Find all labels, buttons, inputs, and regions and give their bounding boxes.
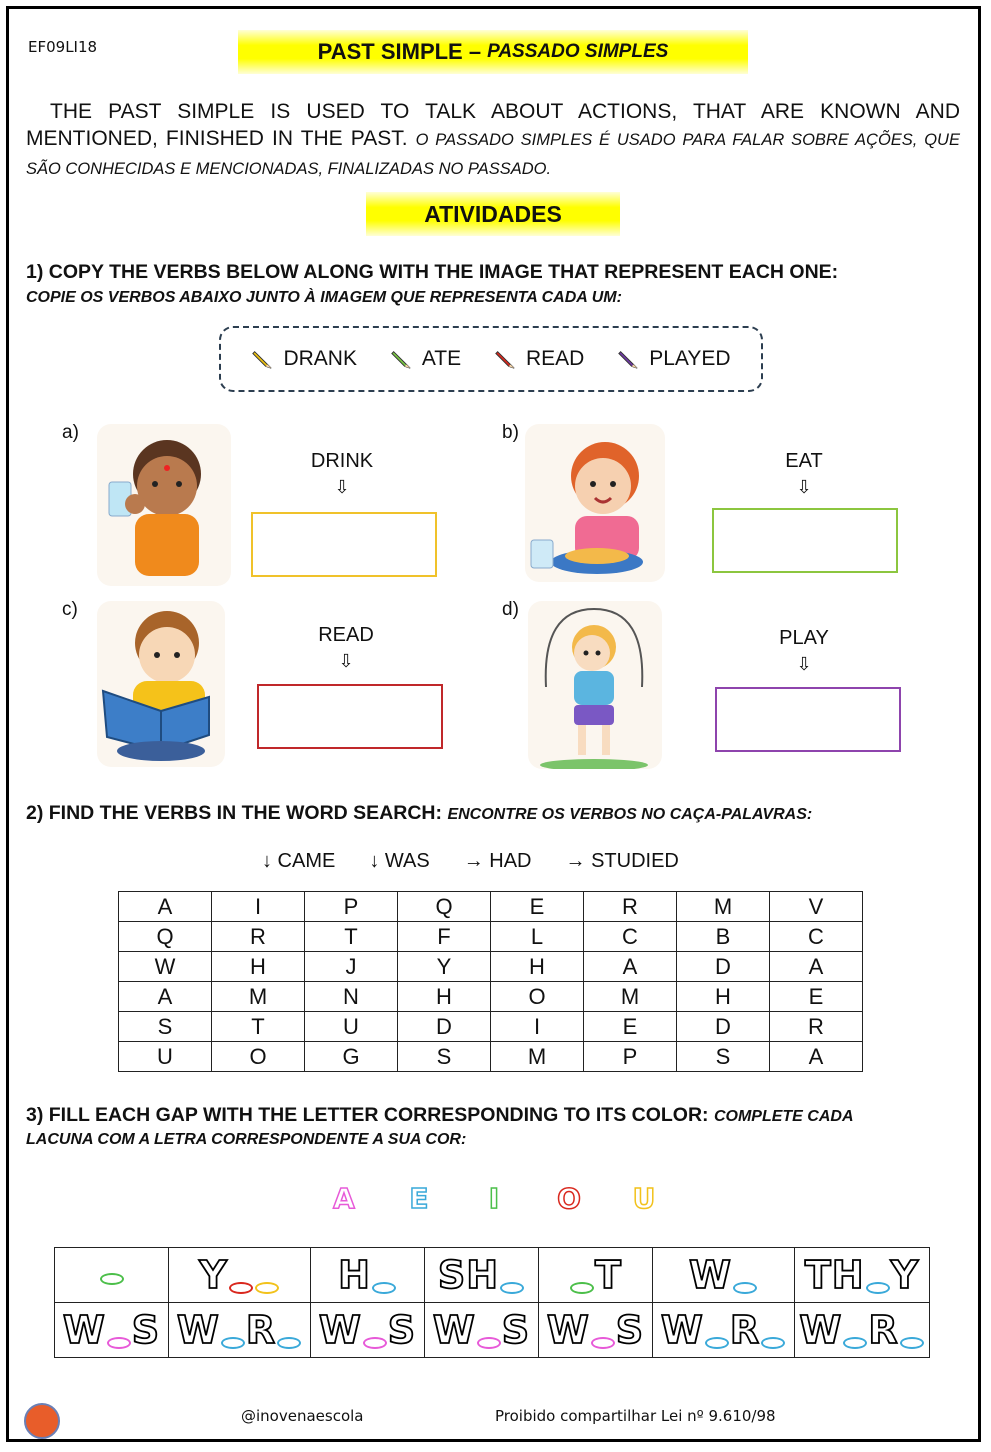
verb-bank-item [390, 347, 461, 371]
word-search-cell[interactable]: C [584, 922, 677, 952]
item-d-answer-box[interactable] [715, 687, 901, 752]
word-search-cell[interactable]: O [491, 982, 584, 1012]
word-search-cell[interactable]: D [677, 952, 770, 982]
word-search-cell[interactable]: A [119, 892, 212, 922]
gap-word-cell [425, 1248, 539, 1303]
colored-gap-blank[interactable] [591, 1337, 615, 1349]
word-search-cell[interactable]: C [770, 922, 863, 952]
word-search-cell[interactable]: E [770, 982, 863, 1012]
word-search-row [119, 982, 863, 1012]
pencil-icon [617, 348, 639, 370]
clue-came: ↓ CAME [262, 850, 336, 872]
item-d-arrow: ⇩ [796, 654, 812, 674]
vowel-key-i: I [488, 1182, 500, 1215]
gap-word-cell [653, 1303, 795, 1358]
colored-gap-blank[interactable] [229, 1282, 253, 1294]
word-search-cell[interactable]: E [491, 892, 584, 922]
gap-word-letters: S [387, 1308, 417, 1352]
footer-handle: @inovenaescola [241, 1407, 364, 1425]
gap-word-cell [311, 1248, 425, 1303]
word-search-row [119, 922, 863, 952]
word-search-cell[interactable]: B [677, 922, 770, 952]
word-search-cell[interactable]: F [398, 922, 491, 952]
word-search-cell[interactable]: P [584, 1042, 677, 1072]
intro-portuguese: O PASSADO SIMPLES É USADO PARA FALAR SOBRE AÇÕES, QUE SÃO CONHECIDAS E MENCIONADAS, FINALIZADAS NO PASSADO. [26, 131, 960, 178]
item-a-word: DRINK [310, 450, 374, 472]
word-search-cell[interactable]: M [677, 892, 770, 922]
colored-gap-blank[interactable] [221, 1337, 245, 1349]
word-search-cell[interactable]: T [305, 922, 398, 952]
word-search-cell[interactable]: H [491, 952, 584, 982]
word-search-cell[interactable]: D [398, 1012, 491, 1042]
question-2-portuguese: ENCONTRE OS VERBOS NO CAÇA-PALAVRAS: [447, 806, 813, 823]
question-3-portuguese-1: COMPLETE CADA [713, 1108, 854, 1125]
gap-word-letters: S [615, 1308, 645, 1352]
word-search-cell[interactable]: A [770, 1042, 863, 1072]
word-search-cell[interactable]: H [677, 982, 770, 1012]
colored-gap-blank[interactable] [363, 1337, 387, 1349]
colored-gap-blank[interactable] [866, 1282, 890, 1294]
gap-word-letters: W [176, 1308, 220, 1352]
gap-word-letters: R [245, 1308, 277, 1352]
gap-word-letters: T [595, 1253, 622, 1297]
word-search-cell[interactable]: A [770, 952, 863, 982]
item-c-word: READ [318, 624, 374, 646]
word-search-cell[interactable]: A [119, 982, 212, 1012]
word-search-cell[interactable]: T [212, 1012, 305, 1042]
word-search-cell[interactable]: S [119, 1012, 212, 1042]
title-translation: PASSADO SIMPLES [487, 41, 669, 62]
word-search-cell[interactable]: I [212, 892, 305, 922]
gap-word-letters: W [689, 1253, 732, 1297]
colored-gap-blank[interactable] [843, 1337, 867, 1349]
girl-jumping-rope-illustration [528, 601, 662, 769]
word-search-cell[interactable]: M [212, 982, 305, 1012]
item-d-word: PLAY [779, 627, 829, 649]
gap-word-letters: Y [890, 1253, 920, 1297]
colored-gap-blank[interactable] [733, 1282, 757, 1294]
vowel-key-e: E [409, 1182, 429, 1215]
item-a-answer-box[interactable] [251, 512, 437, 577]
word-search-row [119, 1012, 863, 1042]
colored-gap-blank[interactable] [761, 1337, 785, 1349]
word-search-cell[interactable]: S [677, 1042, 770, 1072]
gap-word-letters: TH [804, 1253, 865, 1297]
clue-studied: → STUDIED [565, 850, 679, 872]
word-search-cell[interactable]: R [584, 892, 677, 922]
word-search-cell[interactable]: U [119, 1042, 212, 1072]
gap-word-letters: W [62, 1308, 106, 1352]
word-search-cell[interactable]: D [677, 1012, 770, 1042]
question-2-english: 2) FIND THE VERBS IN THE WORD SEARCH: [26, 802, 443, 824]
gap-word-letters: H [338, 1253, 371, 1297]
gap-word-letters: R [868, 1308, 899, 1352]
colored-gap-blank[interactable] [570, 1282, 594, 1294]
item-b-arrow: ⇩ [796, 477, 812, 497]
girl-eating-illustration [525, 424, 665, 582]
boy-drinking-illustration [97, 424, 231, 586]
vowel-key-o: O [557, 1182, 581, 1215]
gap-word-cell [653, 1248, 795, 1303]
word-search-cell[interactable]: V [770, 892, 863, 922]
gap-word-letters: W [432, 1308, 476, 1352]
item-a-arrow: ⇩ [334, 477, 350, 497]
intro-paragraph [26, 98, 960, 183]
gap-word-letters: S [131, 1308, 161, 1352]
colored-gap-blank[interactable] [107, 1337, 131, 1349]
colored-gap-blank[interactable] [255, 1282, 279, 1294]
word-search-cell[interactable]: M [584, 982, 677, 1012]
page-title [238, 30, 748, 74]
word-search-cell[interactable]: M [491, 1042, 584, 1072]
title-main: PAST SIMPLE – [317, 39, 482, 64]
item-d-letter: d) [502, 599, 519, 620]
verb-bank-label: PLAYED [649, 347, 731, 370]
intro-english: THE PAST SIMPLE IS USED TO TALK ABOUT ACTIONS, THAT ARE KNOWN AND MENTIONED, FINISHED IN THE PAST. [26, 100, 960, 150]
boy-reading-illustration [97, 601, 225, 767]
word-search-cell[interactable]: E [584, 1012, 677, 1042]
gap-word-cell [425, 1303, 539, 1358]
colored-gap-blank[interactable] [372, 1282, 396, 1294]
pencil-icon [494, 348, 516, 370]
word-search-cell[interactable]: J [305, 952, 398, 982]
vowel-key-u: U [632, 1182, 656, 1215]
word-search-cell[interactable]: O [212, 1042, 305, 1072]
clue-had: → HAD [463, 850, 532, 872]
verb-bank-item [617, 347, 730, 371]
verb-bank-label: ATE [421, 347, 462, 370]
word-search-cell[interactable]: A [584, 952, 677, 982]
pencil-icon [390, 348, 412, 370]
item-b-letter: b) [502, 422, 519, 443]
verb-bank-item [251, 347, 357, 371]
word-search-cell[interactable]: Q [119, 922, 212, 952]
curriculum-code: EF09LI18 [28, 38, 98, 56]
word-search-cell[interactable]: N [305, 982, 398, 1012]
colored-gap-blank[interactable] [900, 1337, 924, 1349]
word-search-row [119, 892, 863, 922]
gap-word-cell [169, 1248, 311, 1303]
colored-gap-blank[interactable] [477, 1337, 501, 1349]
question-3-portuguese-2: LACUNA COM A LETRA CORRESPONDENTE A SUA COR: [26, 1131, 467, 1148]
question-3-english: 3) FILL EACH GAP WITH THE LETTER CORRESPONDING TO ITS COLOR: [26, 1104, 709, 1126]
verb-bank-label: DRANK [283, 347, 357, 370]
word-search-row [119, 952, 863, 982]
colored-gap-blank[interactable] [705, 1337, 729, 1349]
lightbulb-logo-icon [24, 1403, 60, 1439]
item-b-word: EAT [785, 450, 823, 472]
word-search-cell[interactable]: R [212, 922, 305, 952]
gap-word-letters: W [546, 1308, 590, 1352]
word-search-cell[interactable]: S [398, 1042, 491, 1072]
verb-bank-item [494, 347, 584, 371]
word-search-cell[interactable]: W [119, 952, 212, 982]
activities-heading: ATIVIDADES [366, 192, 620, 236]
clue-was: ↓ WAS [369, 850, 430, 872]
gap-word-cell [311, 1303, 425, 1358]
gap-word-letters: Y [199, 1253, 228, 1297]
question-1-title: 1) COPY THE VERBS BELOW ALONG WITH THE IMAGE THAT REPRESENT EACH ONE: [26, 261, 839, 283]
gap-word-cell [55, 1248, 169, 1303]
word-search-cell[interactable]: U [305, 1012, 398, 1042]
word-search-cell[interactable]: H [212, 952, 305, 982]
gap-word-cell [169, 1303, 311, 1358]
word-search-clues [262, 850, 679, 873]
fill-gaps-table [54, 1247, 930, 1358]
gap-row [55, 1248, 930, 1303]
word-search-cell[interactable]: H [398, 982, 491, 1012]
gap-word-cell [539, 1303, 653, 1358]
word-search-cell[interactable]: Q [398, 892, 491, 922]
word-search-cell[interactable]: G [305, 1042, 398, 1072]
colored-gap-blank[interactable] [277, 1337, 301, 1349]
question-1-subtitle: COPIE OS VERBOS ABAIXO JUNTO À IMAGEM QUE REPRESENTA CADA UM: [26, 289, 622, 306]
gap-word-letters: SH [437, 1253, 500, 1297]
gap-word-letters: W [799, 1308, 843, 1352]
item-c-letter: c) [62, 599, 78, 620]
question-2-title [26, 802, 966, 825]
gap-word-letters: R [729, 1308, 761, 1352]
word-search-cell[interactable]: Y [398, 952, 491, 982]
vowel-color-key [330, 1182, 658, 1215]
word-search-cell[interactable]: L [491, 922, 584, 952]
question-3-title [26, 1104, 966, 1127]
verb-bank [219, 326, 763, 392]
item-a-letter: a) [62, 422, 79, 443]
gap-word-letters: W [318, 1308, 362, 1352]
word-search-row [119, 1042, 863, 1072]
verb-bank-label: READ [526, 347, 585, 370]
gap-word-letters: S [501, 1308, 531, 1352]
gap-word-cell [539, 1248, 653, 1303]
item-c-arrow: ⇩ [338, 651, 354, 671]
word-search-cell[interactable]: I [491, 1012, 584, 1042]
item-c-answer-box[interactable] [257, 684, 443, 749]
vowel-key-a: A [333, 1182, 355, 1215]
gap-word-cell [795, 1248, 930, 1303]
item-b-answer-box[interactable] [712, 508, 898, 573]
word-search-cell[interactable]: R [770, 1012, 863, 1042]
gap-word-cell [55, 1303, 169, 1358]
word-search-cell[interactable]: P [305, 892, 398, 922]
pencil-icon [251, 348, 273, 370]
gap-word-letters: W [660, 1308, 704, 1352]
footer-copyright-notice: Proibido compartilhar Lei nº 9.610/98 [495, 1407, 776, 1425]
word-search-grid [118, 891, 863, 1072]
gap-row [55, 1303, 930, 1358]
colored-gap-blank[interactable] [100, 1273, 124, 1285]
colored-gap-blank[interactable] [500, 1282, 524, 1294]
gap-word-cell [795, 1303, 930, 1358]
